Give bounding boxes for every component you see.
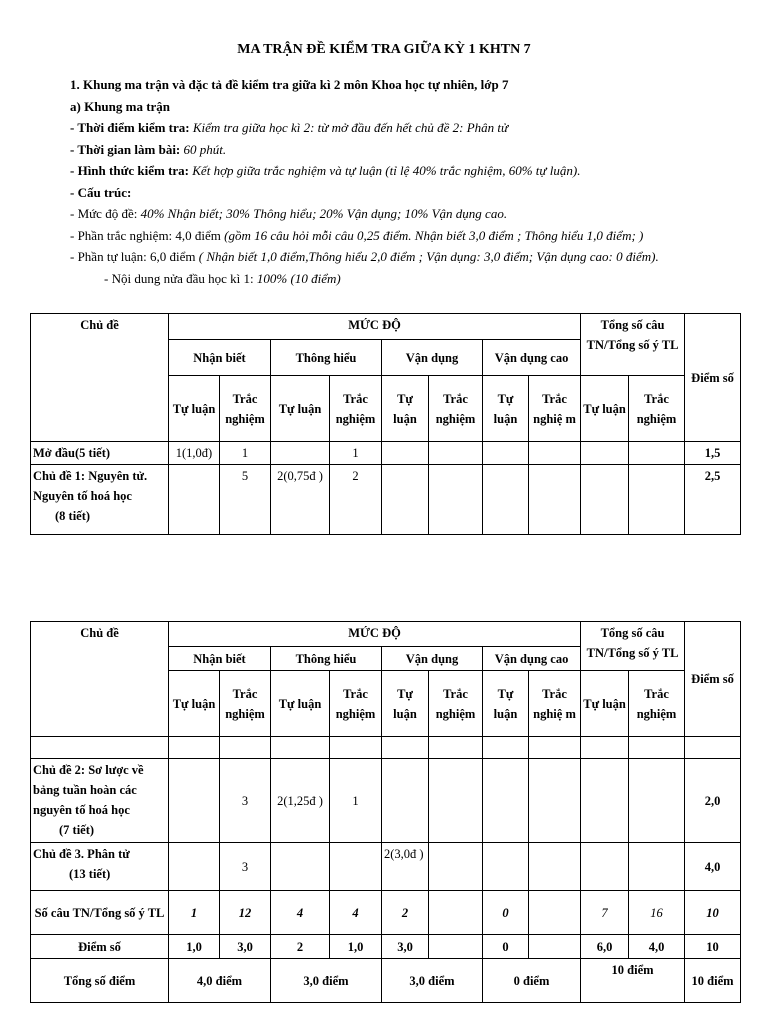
header-tu-luan: Tự luận	[382, 376, 429, 442]
row-score: 1,5	[685, 442, 741, 465]
cell: 4	[330, 891, 382, 935]
header-trac-nghiem: Trắc nghiệm	[220, 671, 271, 737]
header-tu-luan: Tự luận	[271, 671, 330, 737]
header-total-questions: Tổng số câu TN/Tổng số ý TL	[581, 622, 685, 671]
header-van-dung: Vận dụng	[382, 647, 483, 671]
cell	[382, 737, 429, 759]
cell	[685, 737, 741, 759]
cell: 1,0	[169, 935, 220, 959]
header-trac-nghiem: Trắc nghiệm	[330, 376, 382, 442]
cell	[629, 465, 685, 535]
header-topic: Chủ đề	[31, 622, 169, 737]
cell	[330, 843, 382, 891]
cell	[429, 843, 483, 891]
cell	[581, 737, 629, 759]
header-score: Điểm số	[685, 314, 741, 442]
intro-duration: - Thời gian làm bài: 60 phút.	[70, 141, 227, 157]
intro-time: - Thời điểm kiểm tra: Kiểm tra giữa học kì 2: từ mở đầu đến hết chủ đề 2: Phân tử	[70, 120, 509, 135]
table-row	[31, 759, 741, 843]
intro-essay: - Phần tự luận: 6,0 điểm ( Nhận biết 1,0 điểm,Thông hiểu 2,0 điểm ; Vận dụng: 3,0 điểm; Vận dụng cao: 0 điểm).	[70, 249, 659, 264]
cell: 1(1,0đ)	[169, 442, 220, 465]
header-van-dung: Vận dụng	[382, 340, 483, 376]
cell	[529, 737, 581, 759]
summary-total-row	[31, 959, 741, 1003]
header-trac-nghiem: Trắc nghiệm	[220, 376, 271, 442]
header-trac-nghiem: Trắc nghiệm	[429, 671, 483, 737]
header-tu-luan: Tự luận	[483, 671, 529, 737]
cell	[429, 891, 483, 935]
summary-points-label: Điểm số	[31, 935, 169, 959]
header-tu-luan: Tự luận	[169, 671, 220, 737]
cell	[529, 891, 581, 935]
header-trac-nghiem: Trắc nghiệm	[429, 376, 483, 442]
matrix-table-1	[30, 313, 741, 535]
intro-subheading: a) Khung ma trận	[70, 98, 171, 114]
cell	[629, 737, 685, 759]
header-tu-luan: Tự luận	[581, 376, 629, 442]
cell: 2	[330, 465, 382, 535]
header-thong-hieu: Thông hiểu	[271, 340, 382, 376]
header-van-dung-cao: Vận dụng cao	[483, 647, 581, 671]
summary-count-total: 10	[685, 891, 741, 935]
cell: 2	[271, 935, 330, 959]
row-topic: Chủ đề 3. Phân tử (13 tiết)	[31, 843, 169, 891]
header-nhan-biet: Nhận biết	[169, 340, 271, 376]
table-row	[31, 843, 741, 891]
row-topic: Mở đầu(5 tiết)	[31, 442, 169, 465]
intro-mc: - Phần trắc nghiệm: 4,0 điểm (gồm 16 câu hỏi mỗi câu 0,25 điểm. Nhận biết 3,0 điểm ; Thông hiểu 1,0 điểm; )	[70, 227, 644, 243]
cell: 3	[220, 759, 271, 843]
cell: 16	[629, 891, 685, 935]
cell: 4	[271, 891, 330, 935]
cell	[169, 759, 220, 843]
header-thong-hieu: Thông hiểu	[271, 647, 382, 671]
header-van-dung-cao: Vận dụng cao	[483, 340, 581, 376]
header-trac-nghiem: Trắc nghiệm	[629, 671, 685, 737]
cell	[529, 843, 581, 891]
header-tu-luan: Tự luận	[483, 376, 529, 442]
matrix-table-2	[30, 621, 741, 1003]
cell: 2(1,25đ )	[271, 759, 330, 843]
cell	[581, 759, 629, 843]
table-row	[31, 465, 741, 535]
cell	[483, 442, 529, 465]
cell: 1	[220, 442, 271, 465]
intro-block	[70, 74, 659, 289]
cell	[529, 442, 581, 465]
cell: 1	[330, 759, 382, 843]
header-level: MỨC ĐỘ	[169, 314, 581, 340]
cell	[629, 759, 685, 843]
cell: 1	[330, 442, 382, 465]
cell	[271, 843, 330, 891]
cell: 5	[220, 465, 271, 535]
summary-total-score: 10 điểm	[685, 959, 741, 1003]
intro-level: - Mức độ đề: 40% Nhận biết; 30% Thông hiểu; 20% Vận dụng; 10% Vận dụng cao.	[70, 206, 508, 221]
summary-points-total: 10	[685, 935, 741, 959]
cell	[382, 465, 429, 535]
summary-total-questions: 10 điểm	[581, 959, 685, 1003]
cell	[581, 442, 629, 465]
cell	[271, 442, 330, 465]
cell: 2(0,75đ )	[271, 465, 330, 535]
summary-points-row	[31, 935, 741, 959]
intro-structure: - Cấu trúc:	[70, 184, 132, 200]
intro-heading: 1. Khung ma trận và đặc tả đề kiểm tra giữa kì 2 môn Khoa học tự nhiên, lớp 7	[70, 77, 509, 92]
cell: 1	[169, 891, 220, 935]
cell	[529, 465, 581, 535]
table-row-empty	[31, 737, 741, 759]
cell: 2	[382, 891, 429, 935]
cell	[31, 737, 169, 759]
cell	[629, 843, 685, 891]
cell	[382, 442, 429, 465]
cell: 1,0	[330, 935, 382, 959]
cell: 6,0	[581, 935, 629, 959]
cell: 3,0	[382, 935, 429, 959]
cell	[330, 737, 382, 759]
cell	[529, 935, 581, 959]
cell: 3,0	[220, 935, 271, 959]
cell	[429, 465, 483, 535]
cell	[169, 843, 220, 891]
cell	[429, 759, 483, 843]
cell	[483, 465, 529, 535]
cell	[483, 737, 529, 759]
cell: 7	[581, 891, 629, 935]
cell	[271, 737, 330, 759]
summary-total-vd: 3,0 điểm	[382, 959, 483, 1003]
header-trac-nghiem: Trắc nghiệ m	[529, 376, 581, 442]
row-score: 2,0	[685, 759, 741, 843]
summary-total-th: 3,0 điểm	[271, 959, 382, 1003]
header-trac-nghiem: Trắc nghiệ m	[529, 671, 581, 737]
cell: 4,0	[629, 935, 685, 959]
cell	[581, 843, 629, 891]
cell	[429, 737, 483, 759]
header-tu-luan: Tự luận	[169, 376, 220, 442]
cell: 12	[220, 891, 271, 935]
cell	[483, 759, 529, 843]
cell: 0	[483, 935, 529, 959]
cell	[169, 465, 220, 535]
row-score: 4,0	[685, 843, 741, 891]
cell	[169, 737, 220, 759]
header-total-questions: Tổng số câu TN/Tổng số ý TL	[581, 314, 685, 376]
header-tu-luan: Tự luận	[382, 671, 429, 737]
cell	[483, 843, 529, 891]
table-row	[31, 442, 741, 465]
summary-total-nb: 4,0 điểm	[169, 959, 271, 1003]
header-topic: Chủ đề	[31, 314, 169, 442]
cell: 2(3,0đ )	[382, 843, 429, 891]
row-topic: Chủ đề 1: Nguyên tử. Nguyên tố hoá học (8 tiết)	[31, 465, 169, 535]
intro-content: - Nội dung nửa đầu học kì 1: 100% (10 điểm)	[104, 270, 341, 286]
cell	[581, 465, 629, 535]
cell	[382, 759, 429, 843]
row-topic: Chủ đề 2: Sơ lược về bảng tuần hoàn các nguyên tố hoá học (7 tiết)	[31, 759, 169, 843]
row-score: 2,5	[685, 465, 741, 535]
header-nhan-biet: Nhận biết	[169, 647, 271, 671]
cell	[429, 935, 483, 959]
cell	[529, 759, 581, 843]
header-trac-nghiem: Trắc nghiệm	[330, 671, 382, 737]
summary-count-label: Số câu TN/Tổng số ý TL	[31, 891, 169, 935]
document-title: MA TRẬN ĐỀ KIỂM TRA GIỮA KỲ 1 KHTN 7	[237, 42, 531, 57]
header-score: Điểm số	[685, 622, 741, 737]
summary-count-row	[31, 891, 741, 935]
cell	[220, 737, 271, 759]
intro-form: - Hình thức kiểm tra: Kết hợp giữa trắc nghiệm và tự luận (tỉ lệ 40% trắc nghiệm, 60% tự luận).	[70, 163, 581, 178]
cell	[629, 442, 685, 465]
cell: 3	[220, 843, 271, 891]
cell: 0	[483, 891, 529, 935]
header-tu-luan: Tự luận	[271, 376, 330, 442]
summary-total-vdc: 0 điểm	[483, 959, 581, 1003]
header-trac-nghiem: Trắc nghiệm	[629, 376, 685, 442]
cell	[429, 442, 483, 465]
header-level: MỨC ĐỘ	[169, 622, 581, 647]
header-tu-luan: Tự luận	[581, 671, 629, 737]
summary-total-label: Tổng số điểm	[31, 959, 169, 1003]
